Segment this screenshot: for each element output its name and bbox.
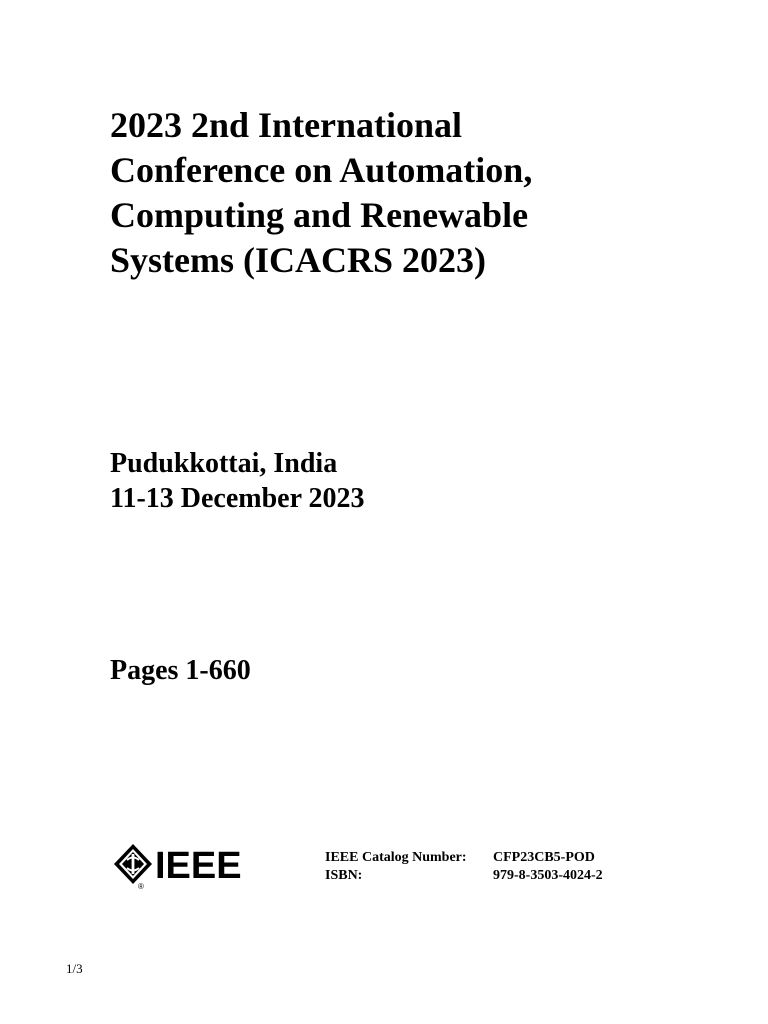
ieee-logo xyxy=(113,842,253,890)
catalog-info xyxy=(325,849,603,885)
isbn-value: 979-8-3503-4024-2 xyxy=(493,868,603,883)
ieee-wordmark: IEEE xyxy=(155,845,242,887)
conference-place: Pudukkottai, India xyxy=(110,448,338,479)
isbn-label: ISBN: xyxy=(325,868,363,883)
conference-location xyxy=(110,446,610,516)
catalog-number-label: IEEE Catalog Number: xyxy=(325,850,467,865)
title-line: Systems (ICACRS 2023) xyxy=(110,240,486,280)
registered-mark: ® xyxy=(138,882,144,890)
page-indicator: 1/3 xyxy=(66,961,83,976)
page-range: Pages 1-660 xyxy=(110,655,251,686)
isbn-row xyxy=(325,867,603,885)
title-line: Conference on Automation, xyxy=(110,150,533,190)
conference-title xyxy=(110,103,670,283)
ieee-diamond-icon xyxy=(113,842,253,890)
conference-dates: 11-13 December 2023 xyxy=(110,483,365,514)
catalog-number-row xyxy=(325,849,603,867)
catalog-number-value: CFP23CB5-POD xyxy=(493,850,595,865)
title-line: Computing and Renewable xyxy=(110,195,529,235)
title-line: 2023 2nd International xyxy=(110,105,463,145)
